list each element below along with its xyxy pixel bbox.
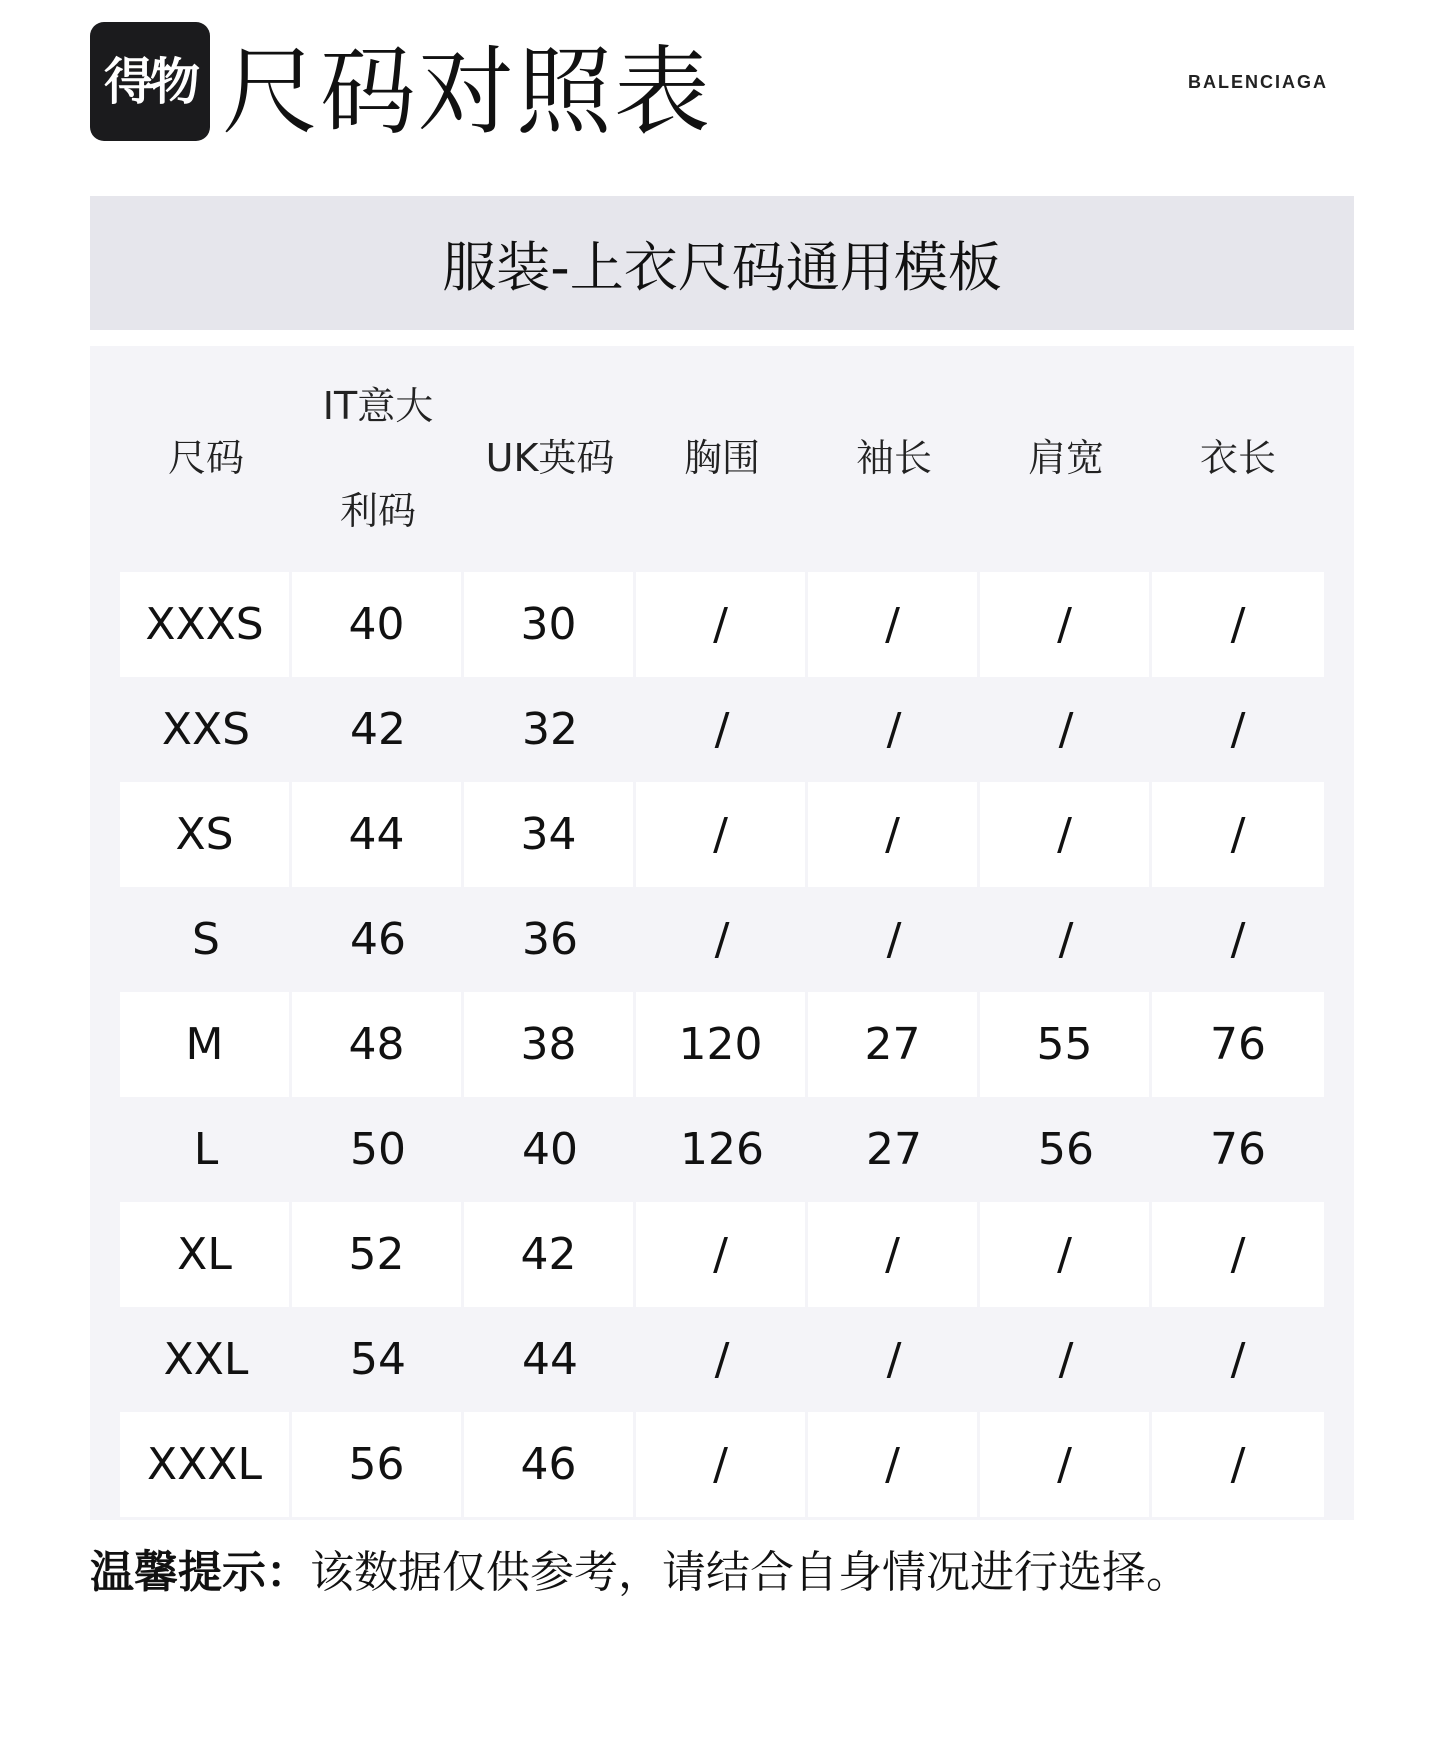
header-cell: IT意大利码 [322,383,434,533]
table-row [120,887,1324,992]
footer-tip [90,1536,1190,1600]
table-cell: 55 [980,992,1152,1097]
table-cell: 126 [636,1097,808,1202]
table-header-row [120,346,1324,571]
table-cell: 76 [1152,992,1324,1097]
table-cell: / [636,782,808,887]
table-cell: / [980,677,1152,782]
table-cell: / [1152,677,1324,782]
table-row [120,992,1324,1097]
table-cell: / [808,677,980,782]
table-cell: 120 [636,992,808,1097]
table-cell: 76 [1152,1097,1324,1202]
table-cell: XXXS [120,572,292,677]
header-cell: UK英码 [485,436,615,480]
table-body [120,572,1324,1517]
table-cell: / [636,887,808,992]
table-cell: 27 [808,1097,980,1202]
table-cell: 44 [464,1307,636,1412]
header-cell: 胸围 [683,436,760,480]
table-cell: 34 [464,782,636,887]
table-cell: 56 [980,1097,1152,1202]
tip-text: 该数据仅供参考，请结合自身情况进行选择。 [310,1547,1190,1598]
table-cell: XXL [120,1307,292,1412]
section-title: 服装-上衣尺码通用模板 [442,235,1002,299]
logo-text: 得物 [104,52,196,111]
dewu-logo [90,22,210,141]
table-cell: 36 [464,887,636,992]
table-cell: 40 [464,1097,636,1202]
table-cell: / [808,887,980,992]
table-cell: L [120,1097,292,1202]
table-cell: / [808,572,980,677]
table-cell: XXS [120,677,292,782]
table-cell: / [980,1412,1152,1517]
table-cell: 46 [464,1412,636,1517]
table-cell: / [1152,887,1324,992]
table-cell: / [980,1202,1152,1307]
table-cell: XL [120,1202,292,1307]
table-cell: / [636,677,808,782]
table-cell: M [120,992,292,1097]
table-cell: 48 [292,992,464,1097]
table-cell: / [808,1307,980,1412]
table-cell: / [1152,1307,1324,1412]
table-row [120,1097,1324,1202]
header-cell: 尺码 [167,436,244,480]
table-cell: 56 [292,1412,464,1517]
table-cell: 27 [808,992,980,1097]
table-cell: / [808,1412,980,1517]
table-cell: / [980,572,1152,677]
table-cell: 54 [292,1307,464,1412]
table-row [120,782,1324,887]
table-cell: / [980,887,1152,992]
table-cell: / [636,1412,808,1517]
table-cell: / [980,1307,1152,1412]
header-cell: 肩宽 [1027,436,1104,480]
table-cell: / [1152,1202,1324,1307]
table-cell: 32 [464,677,636,782]
table-cell: / [1152,782,1324,887]
header-cell: 衣长 [1199,436,1276,480]
brand-name: BALENCIAGA [1188,72,1328,92]
table-row [120,572,1324,677]
table-cell: / [636,572,808,677]
table-cell: 50 [292,1097,464,1202]
page-title: 尺码对照表 [222,36,712,148]
header-cell: 袖长 [855,436,932,480]
table-cell: 38 [464,992,636,1097]
table-row [120,1307,1324,1412]
table-cell: S [120,887,292,992]
table-cell: 44 [292,782,464,887]
table-cell: / [636,1202,808,1307]
table-cell: / [636,1307,808,1412]
table-cell: / [1152,1412,1324,1517]
table-cell: 42 [292,677,464,782]
table-row [120,1202,1324,1307]
table-cell: 42 [464,1202,636,1307]
table-cell: 40 [292,572,464,677]
table-cell: 46 [292,887,464,992]
tip-label: 温馨提示： [90,1547,310,1598]
table-row [120,1412,1324,1517]
section-header [90,196,1354,330]
table-cell: 30 [464,572,636,677]
table-cell: / [1152,572,1324,677]
size-table [90,346,1354,1520]
table-cell: / [980,782,1152,887]
table-cell: XXXL [120,1412,292,1517]
table-cell: / [808,782,980,887]
table-cell: / [808,1202,980,1307]
table-cell: XS [120,782,292,887]
table-row [120,677,1324,782]
table-cell: 52 [292,1202,464,1307]
